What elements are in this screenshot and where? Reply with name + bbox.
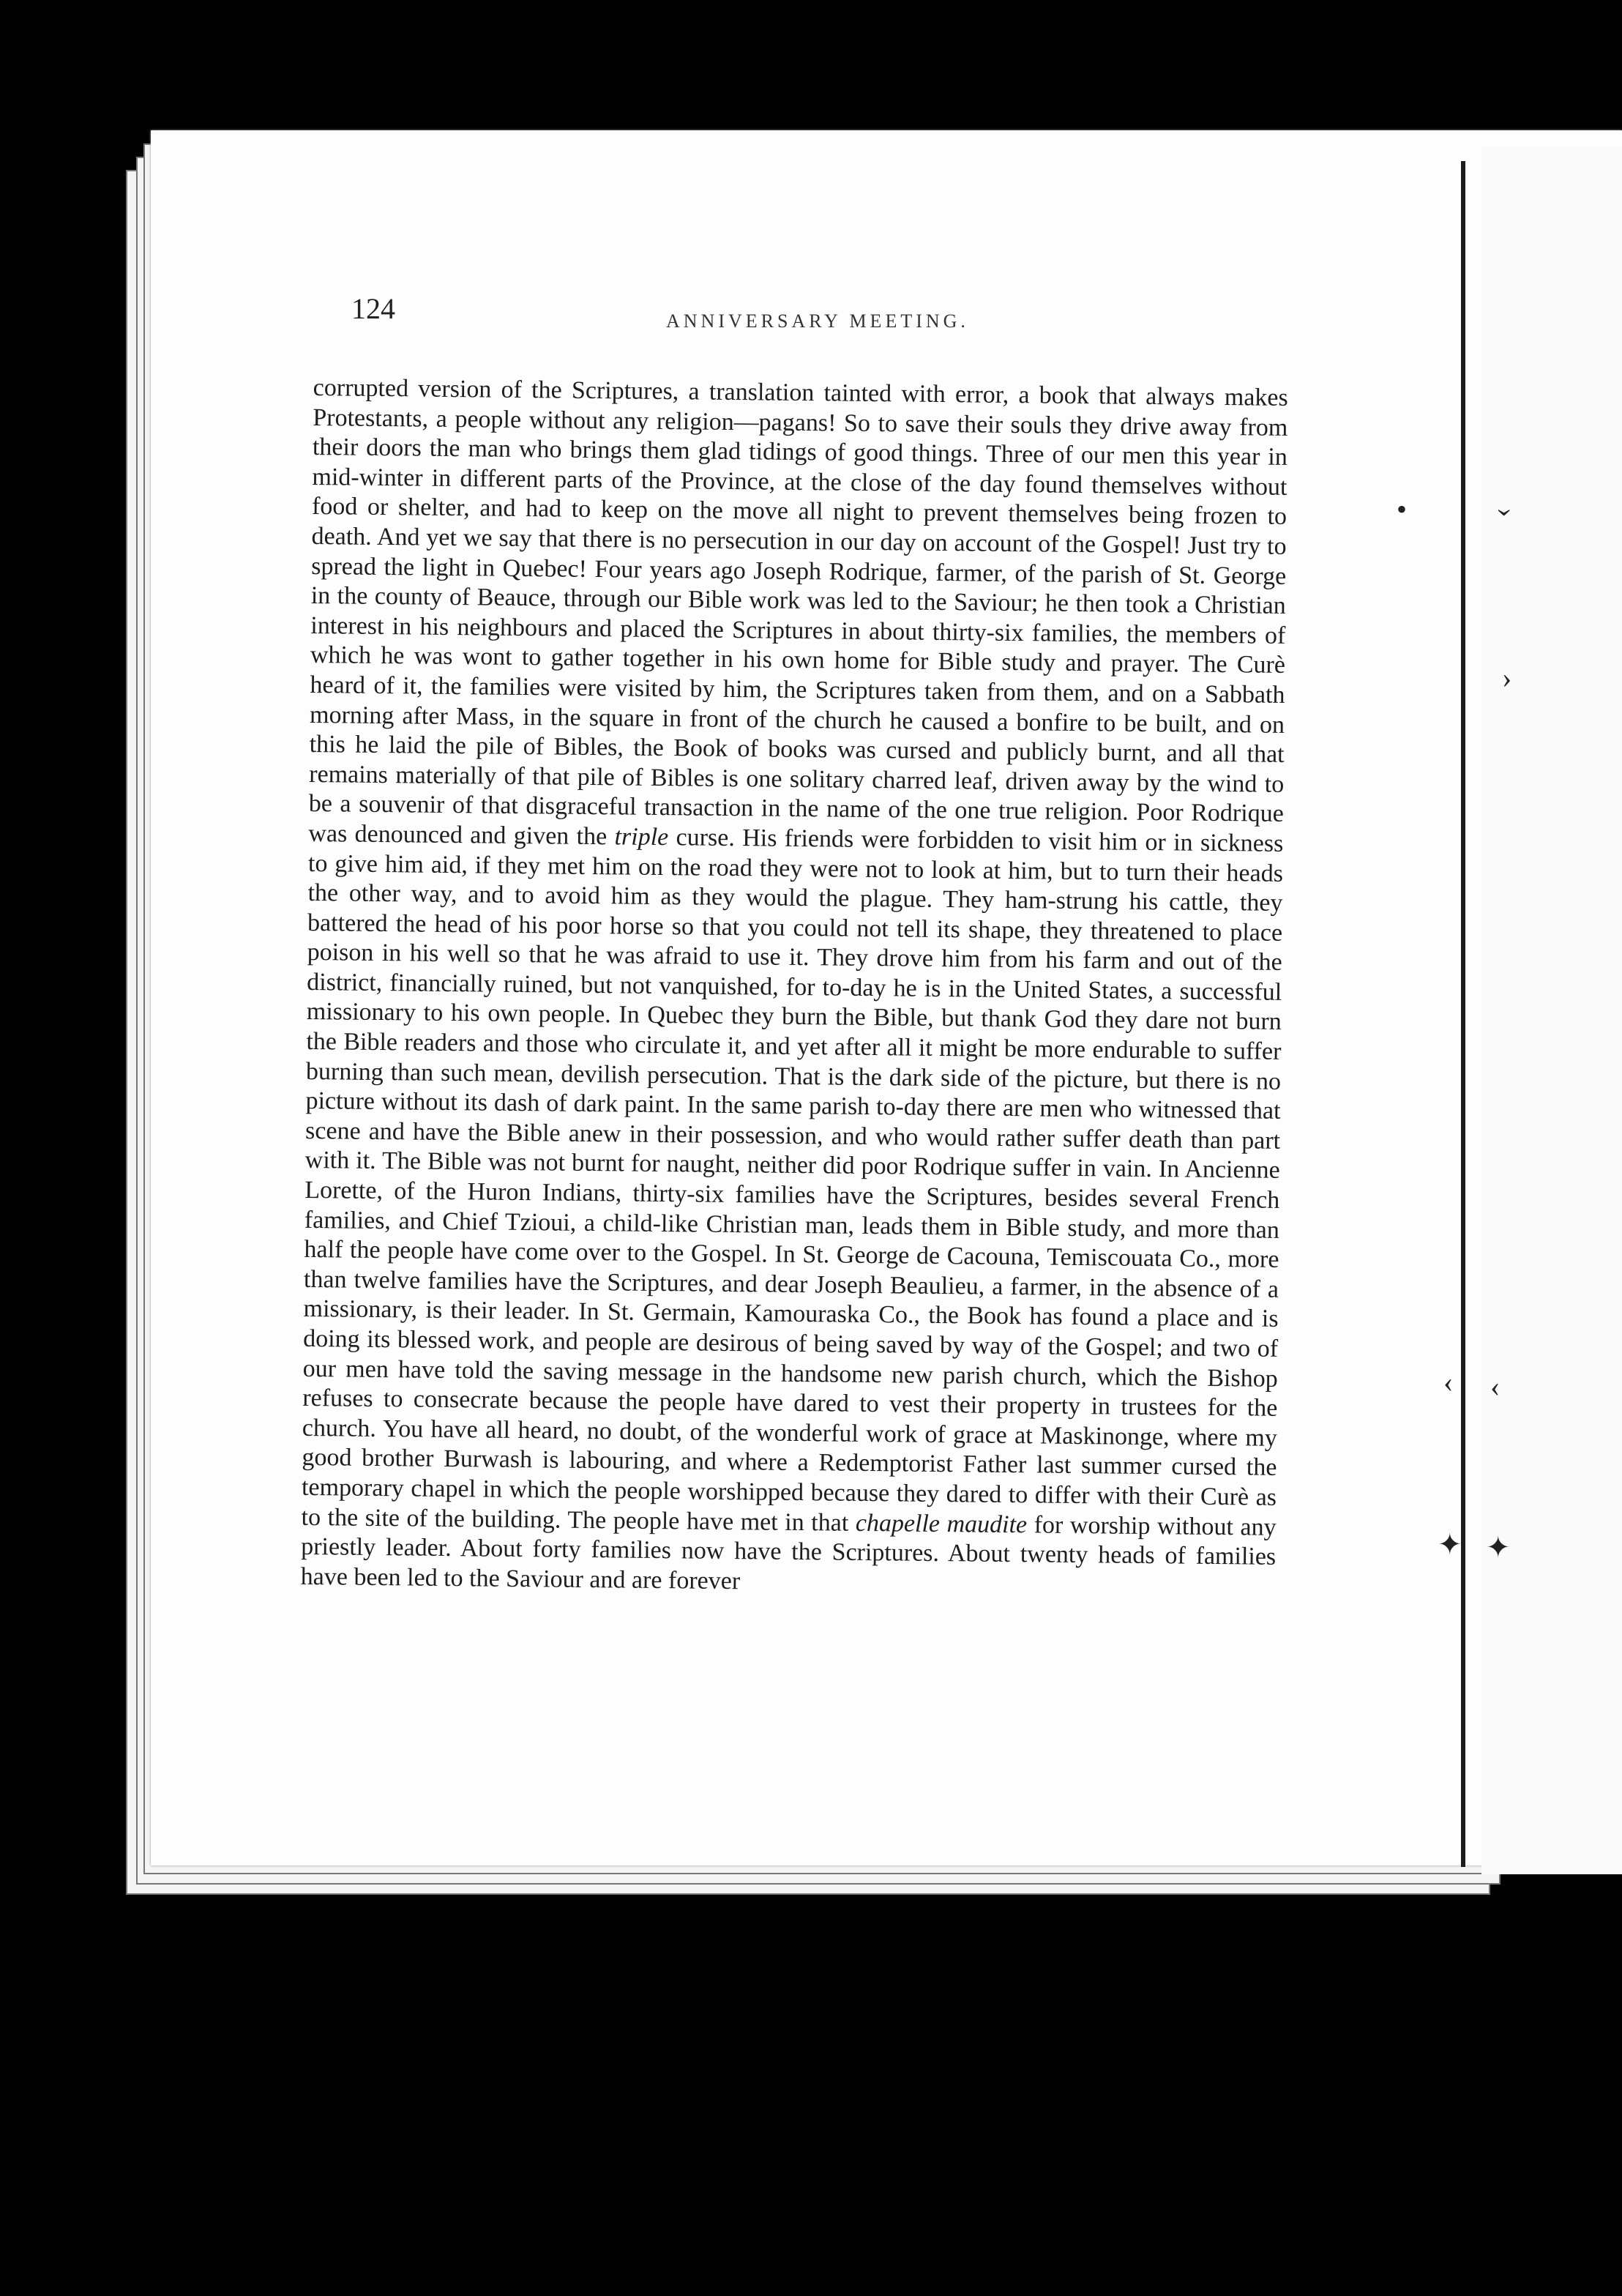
italic-phrase: chapelle maudite <box>855 1509 1028 1538</box>
margin-tick-mark: › <box>1502 661 1512 694</box>
body-text <box>301 373 1288 1602</box>
body-text-part: curse. His friends were forbidden to visit him or in sickness to give him aid, if they met him on the road they were not to look at him, but to turn their heads the other way, and to avoid him as they would the plague. They ham-strung his cattle, they battered the head of his poor horse so that you could not tell its shape, they threatened to place poison in his well so that he was afraid to use it. They drove him from his farm and out of the district, financially ruined, but not vanquished, for to-day he is in the United States, a successful missionary to his own people. In Quebec they burn the Bible, but thank God they dare not burn the Bible readers and those who circulate it, and yet after all it might be more endurable to suffer burning than such mean, devilish persecution. That is the dark side of the picture, but there is no picture without its dash of dark paint. In the same parish to-day there are men who witnessed that scene and have the Bible anew in their possession, and who would rather suffer death than part with it. The Bible was not burnt for naught, neither did poor Rodrique suffer in vain. In Ancienne Lorette, of the Huron Indians, thirty-six families have the Scriptures, besides several French families, and Chief Tzioui, a child-like Christian man, leads them in Bible study, and more than half the people have come over to the Gospel. In St. George de Cacouna, Temiscouata Co., more than twelve families have the Scriptures, and dear Joseph Beaulieu, a farmer, in the absence of a missionary, is their leader. In St. Germain, Kamouraska Co., the Book has found a place and is doing its blessed work, and people are desirous of being saved by way of the Gospel; and two of our men have told the saving message in the handsome new parish church, which the Bishop refuses to consecrate because the people have dared to vest their property in trustees for the church. You have all heard, no doubt, of the wonderful work of grace at Maskinonge, where my good brother Burwash is labouring, and where a Redemptorist Father last summer cursed the temporary chapel in which the people worshipped because they dared to differ with their Curè as to the site of the building. The people have met in that <box>301 824 1284 1537</box>
running-head: ANNIVERSARY MEETING. <box>666 310 969 332</box>
body-text-part: for worship without any priestly leader. About forty families now have the Scriptures. About twenty heads of families have been led to the Saviour and are forever <box>300 1510 1277 1595</box>
facing-page-strip <box>1481 146 1622 1874</box>
page-number: 124 <box>351 292 395 325</box>
margin-blot-mark: ✦ <box>1486 1531 1511 1564</box>
body-text-part: corrupted version of the Scriptures, a translation tainted with error, a book that always makes Protestants, a people without any religion—pagans! So to save their souls they drive away from their doors the man who brings them glad tidings of good things. Three of our men this year in mid-winter in different parts of the Province, at the close of the day found themselves without food or shelter, and had to keep on the move all night to prevent themselves being frozen to death. And yet we say that there is no persecution in our day on account of the Gospel! Just try to spread the light in Quebec! Four years ago Joseph Rodrique, farmer, of the parish of St. George in the county of Beauce, through our Bible work was led to the Saviour; he then took a Christian interest in his neighbours and placed the Scriptures in about thirty-six families, the members of which he was wont to gather together in his own home for Bible study and prayer. The Curè heard of it, the families were visited by him, the Scriptures taken from them, and on a Sabbath morning after Mass, in the square in front of the church he caused a bonfire to be built, and on this he laid the pile of Bibles, the Book of books was cursed and publicly burnt, and all that remains materially of that pile of Bibles is one solitary charred leaf, driven away by the wind to be a souvenir of that disgraceful transaction in the name of the one true religion. Poor Rodrique was denounced and given the <box>308 373 1288 851</box>
margin-tick-mark: ‹ <box>1490 1370 1500 1403</box>
margin-tick-mark: ‹ <box>1443 1365 1454 1398</box>
italic-word: triple <box>614 823 669 851</box>
margin-dot-mark: • <box>1397 493 1408 526</box>
margin-blot-mark: ✦ <box>1438 1528 1462 1561</box>
margin-tick-mark: › <box>1490 507 1524 518</box>
page-gutter-line <box>1461 161 1465 1867</box>
